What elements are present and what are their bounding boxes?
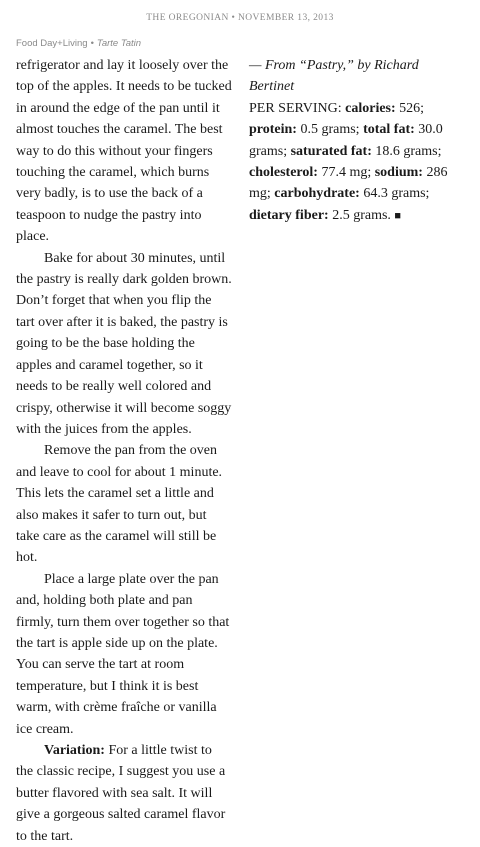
nutrient-value: 526; xyxy=(395,100,425,116)
variation-label: Variation: xyxy=(44,743,105,758)
paragraph: Remove the pan from the oven and leave to cool for about 1 minute. This lets the caramel set a little and also makes it safer to turn out, but take care as the caramel will still be hot. xyxy=(16,443,223,566)
nutrient-label: cholesterol: xyxy=(249,165,318,181)
breadcrumb-separator: • xyxy=(90,38,94,49)
breadcrumb-section[interactable]: Food Day+Living xyxy=(16,38,88,49)
nutrient-value: 64.3 grams; xyxy=(359,186,430,202)
nutrient-label: calories: xyxy=(345,100,396,116)
paragraph: Bake for about 30 minutes, until the pastry is really dark golden brown. Don’t forget that when you flip the tart over after it is baked, the pastry is going to be the base holding the apples and caramel together, so it needs to be really well colored and crispy, otherwise it will become soggy with the juices from the apples. xyxy=(16,250,232,437)
breadcrumb xyxy=(16,38,141,49)
nutrient-value: 30.0 grams; xyxy=(249,122,443,159)
nutrient-value: 2.5 grams. xyxy=(328,207,391,223)
nutrient-label: total fat: xyxy=(363,122,415,138)
nutrient-label: carbohydrate: xyxy=(274,186,360,202)
nutrient-label: saturated fat: xyxy=(290,143,372,159)
nutrient-value: 0.5 grams; xyxy=(296,122,360,138)
end-mark-icon: ■ xyxy=(394,209,402,222)
breadcrumb-article: Tarte Tatin xyxy=(96,38,142,49)
paragraph: Place a large plate over the pan and, holding both plate and pan firmly, turn them over together so that the tart is apple side up on the plate. You can serve the tart at room temperature, but I think it is best warm, with crème fraîche or vanilla ice cream. xyxy=(16,571,230,737)
variation-paragraph xyxy=(16,740,232,847)
source-credit: — From “Pastry,” by Richard Bertinet xyxy=(249,58,419,95)
masthead: THE OREGONIAN • NOVEMBER 13, 2013 xyxy=(146,13,334,23)
nutrient-label: sodium: xyxy=(374,165,423,181)
article-body-column xyxy=(16,55,232,847)
nutrient-value: 286 mg; xyxy=(249,165,448,202)
nutrient-value: 77.4 mg; xyxy=(317,165,372,181)
paragraph: refrigerator and lay it loosely over the top of the apples. It needs to be tucked in around the edge of the pan until it almost touches the caramel. The best way to do this without your fingers touching the caramel, which burns very badly, is to use the back of a teaspoon to nudge the pastry into place. xyxy=(16,58,232,245)
nutrient-value: 18.6 grams; xyxy=(371,143,442,159)
variation-text: For a little twist to the classic recipe, I suggest you use a butter flavored with sea salt. It will give a gorgeous salted caramel flavor to the tart. xyxy=(16,743,226,844)
nutrient-label: protein: xyxy=(249,122,297,138)
per-serving-label: PER SERVING: xyxy=(249,100,346,116)
nutrient-label: dietary fiber: xyxy=(249,207,329,223)
recipe-info-column xyxy=(249,55,467,227)
nutrition-info xyxy=(249,98,467,227)
